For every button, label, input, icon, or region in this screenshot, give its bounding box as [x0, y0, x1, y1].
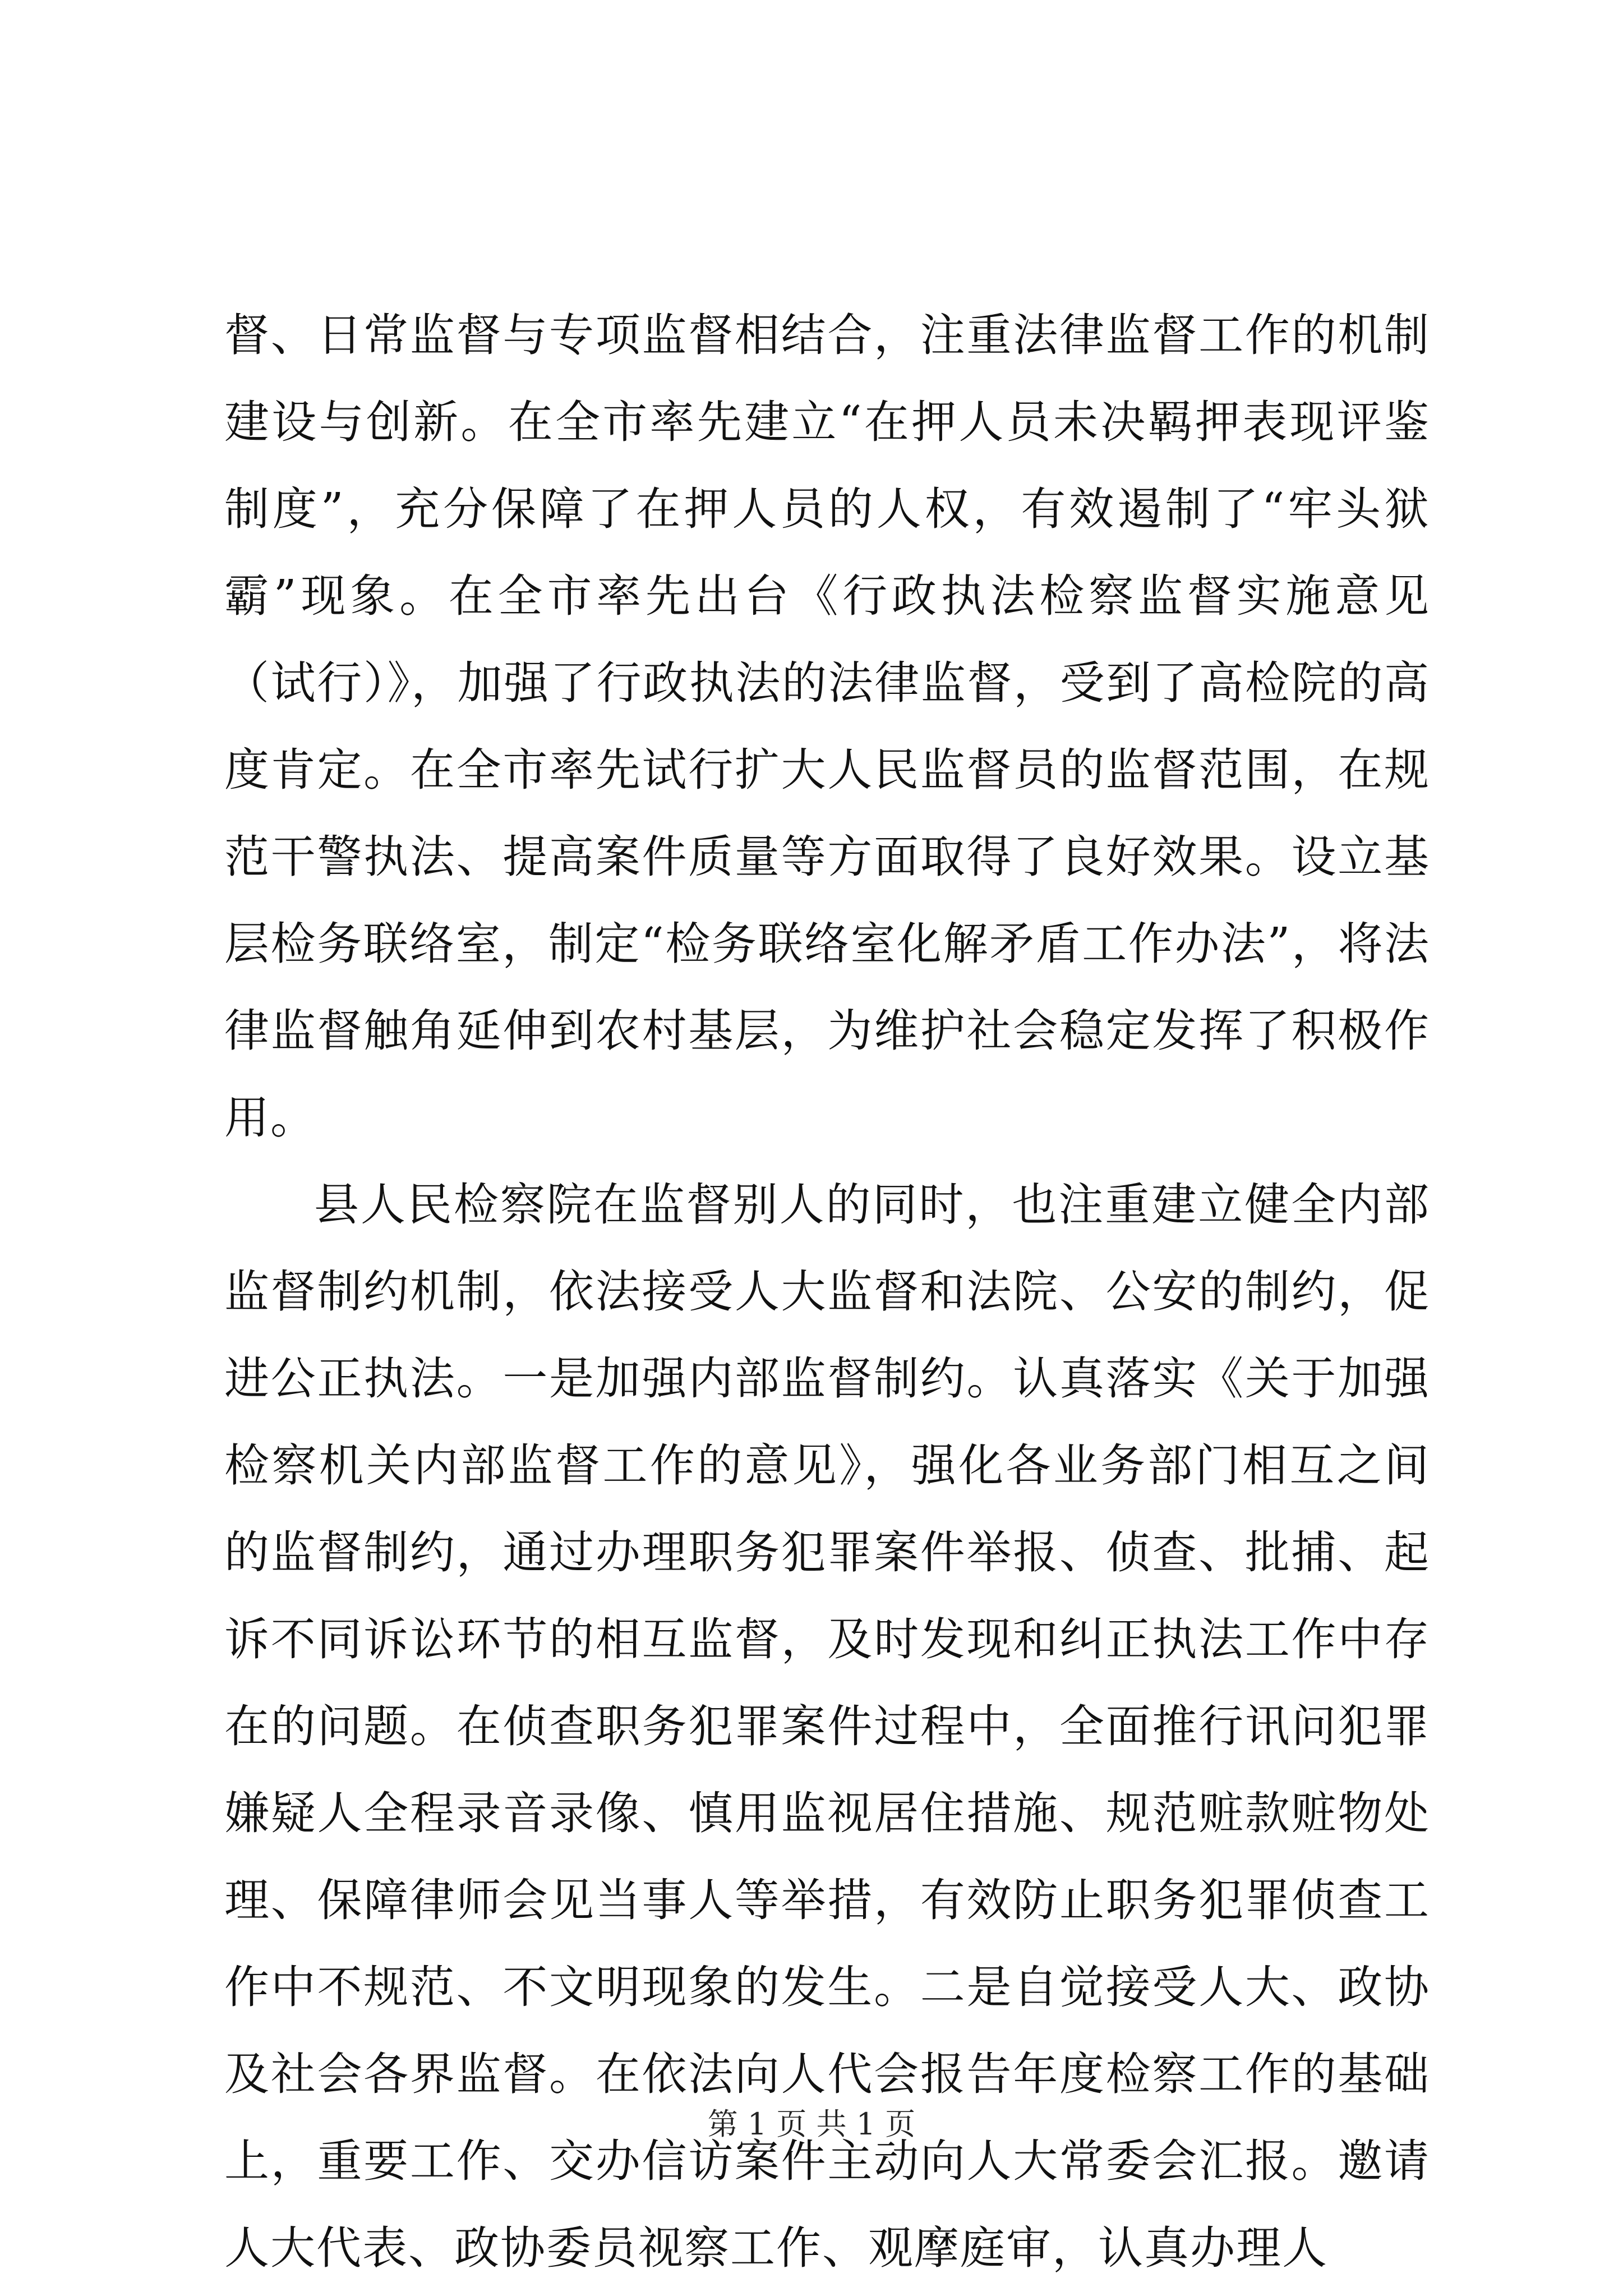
paragraph-continuation: 督、日常监督与专项监督相结合，注重法律监督工作的机制建设与创新。在全市率先建立“在押人员未决羁押表现评鉴制度”，充分保障了在押人员的人权，有效遏制了“牢头狱霸”现象。在全市率先出台《行政执法检察监督实施意见（试行）》，加强了行政执法的法律监督，受到了高检院的高度肯定。在全市率先试行扩大人民监督员的监督范围，在规范干警执法、提高案件质量等方面取得了良好效果。设立基层检务联络室，制定“检务联络室化解矛盾工作办法”，将法律监督触角延伸到农村基层，为维护社会稳定发挥了积极作用。: [224, 309, 1430, 1144]
document-body: [224, 292, 1430, 2292]
paragraph-internal-supervision: 县人民检察院在监督别人的同时，也注重建立健全内部监督制约机制，依法接受人大监督和法院、公安的制约，促进公正执法。一是加强内部监督制约。认真落实《关于加强检察机关内部监督工作的意见》，强化各业务部门相互之间的监督制约，通过办理职务犯罪案件举报、侦查、批捕、起诉不同诉讼环节的相互监督，及时发现和纠正执法工作中存在的问题。在侦查职务犯罪案件过程中，全面推行讯问犯罪嫌疑人全程录音录像、慎用监视居住措施、规范赃款赃物处理、保障律师会见当事人等举措，有效防止职务犯罪侦查工作中不规范、不文明现象的发生。二是自觉接受人大、政协及社会各界监督。在依法向人代会报告年度检察工作的基础上，重要工作、交办信访案件主动向人大常委会汇报。邀请人大代表、政协委员视察工作、观摩庭审，认真办理人: [224, 1179, 1430, 2274]
page-footer: 第 1 页 共 1 页: [707, 2106, 916, 2142]
